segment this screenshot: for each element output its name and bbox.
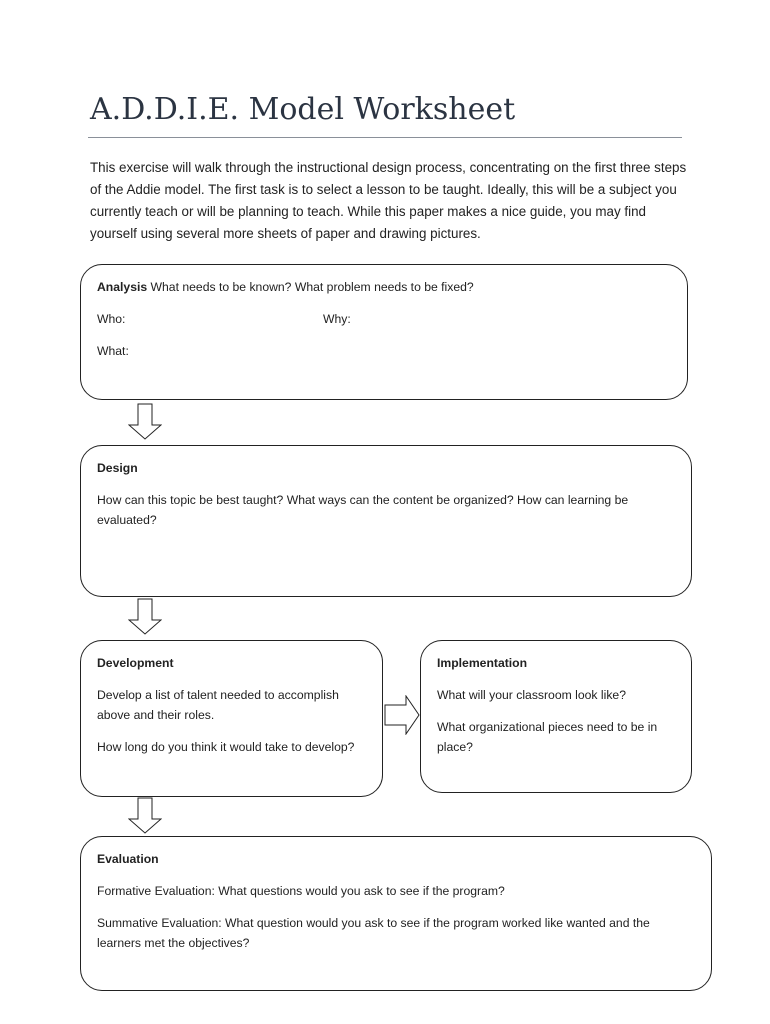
implementation-box[interactable] xyxy=(420,640,692,793)
implementation-organization-question: What organizational pieces need to be in place? xyxy=(437,720,658,754)
development-box[interactable] xyxy=(80,640,383,797)
implementation-classroom-question: What will your classroom look like? xyxy=(437,688,626,702)
page-title: A.D.D.I.E. Model Worksheet xyxy=(90,92,516,127)
who-label: Who: xyxy=(97,312,126,326)
development-heading: Development xyxy=(97,656,174,670)
formative-evaluation-question: Formative Evaluation: What questions would you ask to see if the program? xyxy=(97,884,505,898)
intro-paragraph: This exercise will walk through the instructional design process, concentrating on the first three steps of the Addie model. The first task is to select a lesson to be taught. Ideally, this will be a subject you currently teach or will be planning to teach. While this paper makes a nice guide, you may find yourself using several more sheets of paper and drawing pictures. xyxy=(90,160,687,241)
design-box[interactable] xyxy=(80,445,692,597)
summative-evaluation-question: Summative Evaluation: What question would you ask to see if the program worked like wanted and the learners met the objectives? xyxy=(97,916,650,950)
evaluation-box[interactable] xyxy=(80,836,712,991)
title-divider xyxy=(88,137,682,138)
analysis-prompt-line xyxy=(97,277,671,297)
analysis-who-why-row xyxy=(97,309,671,329)
analysis-prompt: What needs to be known? What problem needs to be fixed? xyxy=(147,280,474,294)
what-label: What: xyxy=(97,344,129,358)
design-heading: Design xyxy=(97,461,138,475)
analysis-box[interactable] xyxy=(80,264,688,400)
down-arrow-icon xyxy=(128,403,162,441)
analysis-heading: Analysis xyxy=(97,280,148,294)
down-arrow-icon xyxy=(128,598,162,636)
why-label: Why: xyxy=(323,312,351,326)
evaluation-heading: Evaluation xyxy=(97,852,159,866)
development-duration-question: How long do you think it would take to develop? xyxy=(97,740,355,754)
design-prompt: How can this topic be best taught? What ways can the content be organized? How can learning be evaluated? xyxy=(97,493,629,527)
right-arrow-icon xyxy=(384,695,420,735)
implementation-heading: Implementation xyxy=(437,656,528,670)
development-talent-question: Develop a list of talent needed to accomplish above and their roles. xyxy=(97,688,339,722)
down-arrow-icon xyxy=(128,797,162,835)
